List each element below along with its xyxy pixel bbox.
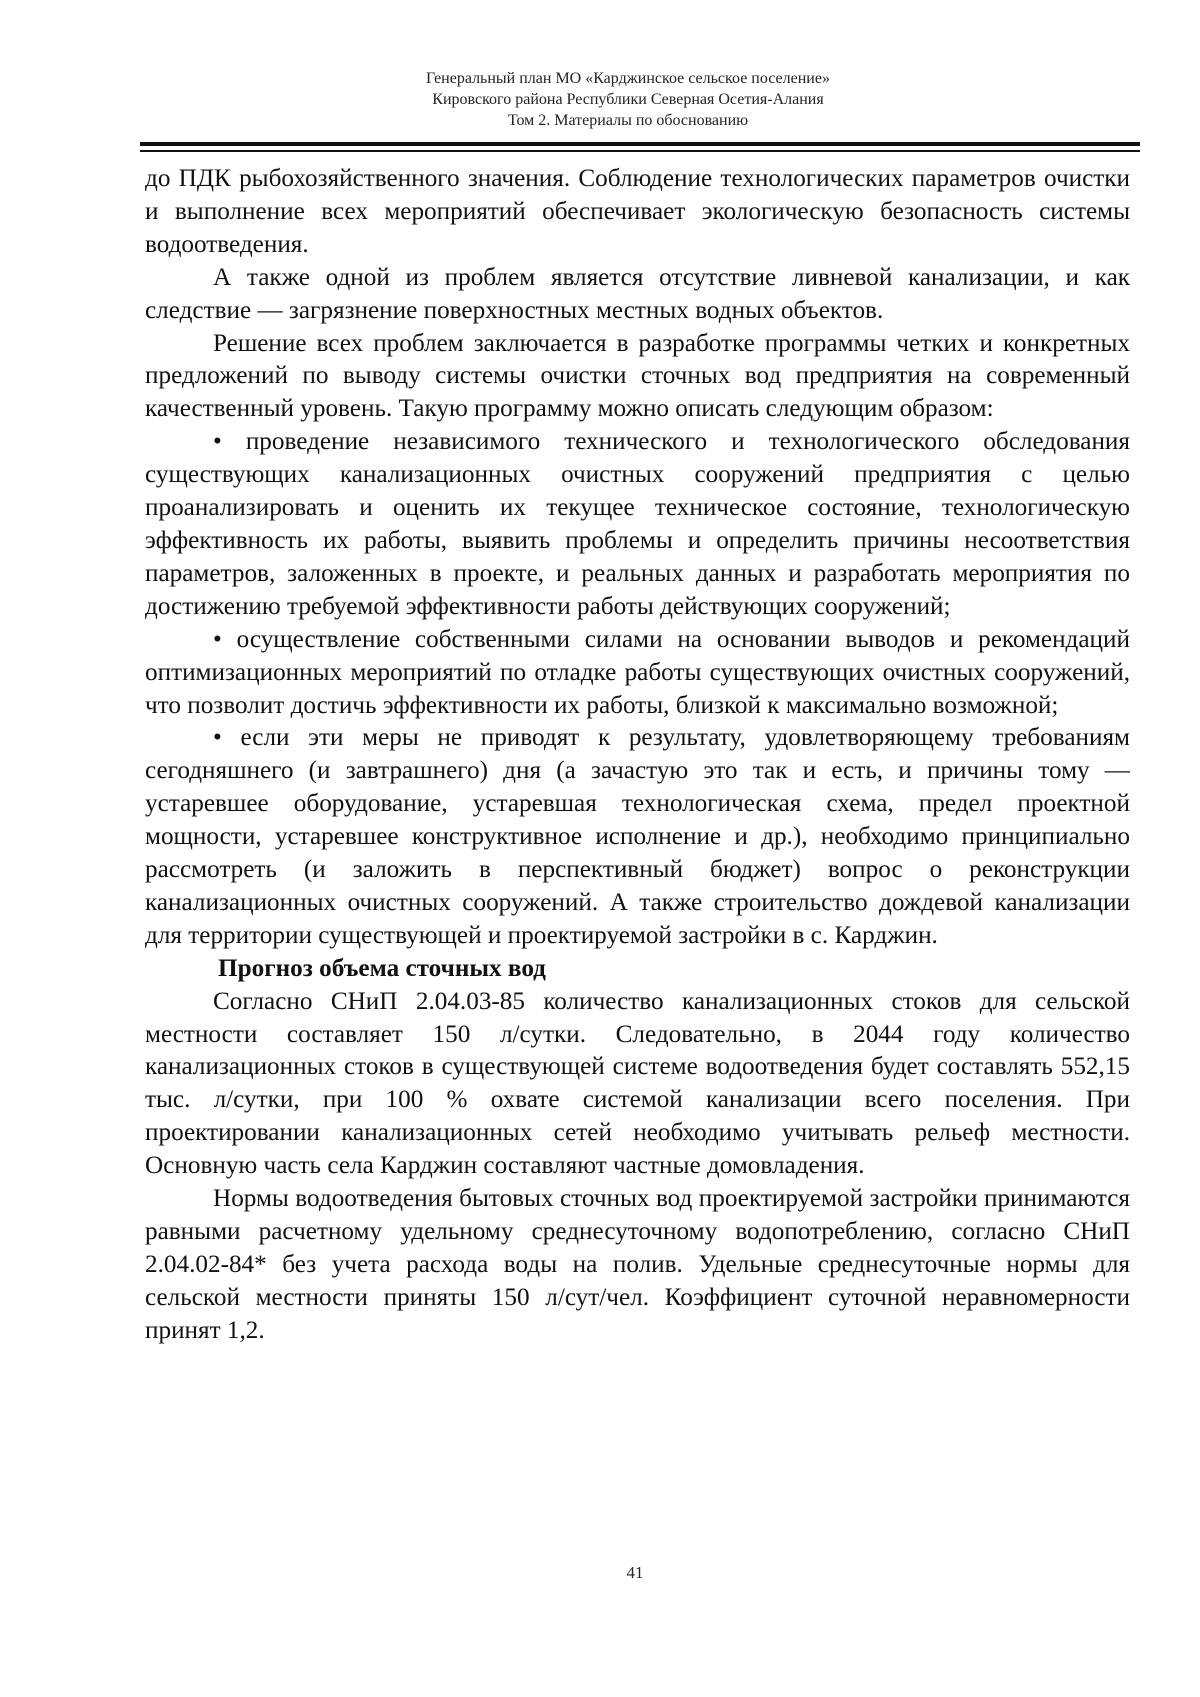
header-rule-thick [140,142,1140,146]
running-header [370,68,886,131]
section-heading: Прогноз объема сточных вод [218,954,546,982]
bullet-item-2: • осуществление собственными силами на основании выводов и рекомендаций оптимизационных мероприятий по отладке работы существующих очистных сооружений, что позволит достичь эффективности их работы, близкой к максимально возможной; [145,625,1130,719]
bullet-item-1: • проведение независимого технического и технологического обследования существующих канализационных очистных сооружений предприятия с целью проанализировать и оценить их текущее техническое состояние, технологическую эффективность их работы, выявить проблемы и определить причины несоответствия параметров, заложенных в проекте, и реальных данных и разработать мероприятия по достижению требуемой эффективности работы действующих сооружений; [145,428,1130,620]
page-number: 41 [626,1563,644,1582]
header-line-1: Генеральный план МО «Карджинское сельское поселение» [426,70,830,87]
paragraph-4: Согласно СНиП 2.04.03-85 количество канализационных стоков для сельской местности составляет 150 л/сутки. Следовательно, в 2044 году количество канализационных стоков в существующей системе водоотведения будет составлять 552,15 тыс. л/сутки, при 100 % охвате системой канализации всего поселения. При проектировании канализационных сетей необходимо учитывать рельеф местности. Основную часть села Карджин составляют частные домовладения. [145,987,1130,1180]
header-rule-thin [140,150,1140,152]
paragraph-5: Нормы водоотведения бытовых сточных вод проектируемой застройки принимаются равными расчетному удельному среднесуточному водопотреблению, согласно СНиП 2.04.02-84* без учета расхода воды на полив. Удельные среднесуточные нормы для сельской местности приняты 150 л/сут/чел. Коэффициент суточной неравномерности принят 1,2. [145,1185,1130,1344]
paragraph-3: Решение всех проблем заключается в разработке программы четких и конкретных предложений по выводу системы очистки сточных вод предприятия на современный качественный уровень. Такую программу можно описать следующим образом: [145,329,1130,423]
header-line-3: Том 2. Материалы по обоснованию [507,112,749,129]
paragraph-1: до ПДК рыбохозяйственного значения. Соблюдение технологических параметров очистки и выполнение всех мероприятий обеспечивает экологическую безопасность системы водоотведения. [145,165,1130,258]
header-line-2: Кировского района Республики Северная Осетия-Алания [432,91,824,108]
bullet-item-3: • если эти меры не приводят к результату, удовлетворяющему требованиям сегодняшнего (и завтрашнего) дня (а зачастую это так и есть, и причины тому — устаревшее оборудование, устаревшая технологическая схема, предел проектной мощности, устаревшее конструктивное исполнение и др.), необходимо принципиально рассмотреть (и заложить в перспективный бюджет) вопрос о реконструкции канализационных очистных сооружений. А также строительство дождевой канализации для территории существующей и проектируемой застройки в с. Карджин. [145,724,1130,949]
body-text [145,163,1130,1348]
paragraph-2: А также одной из проблем является отсутствие ливневой канализации, и как следствие — загрязнение поверхностных местных водных объектов. [145,263,1130,324]
